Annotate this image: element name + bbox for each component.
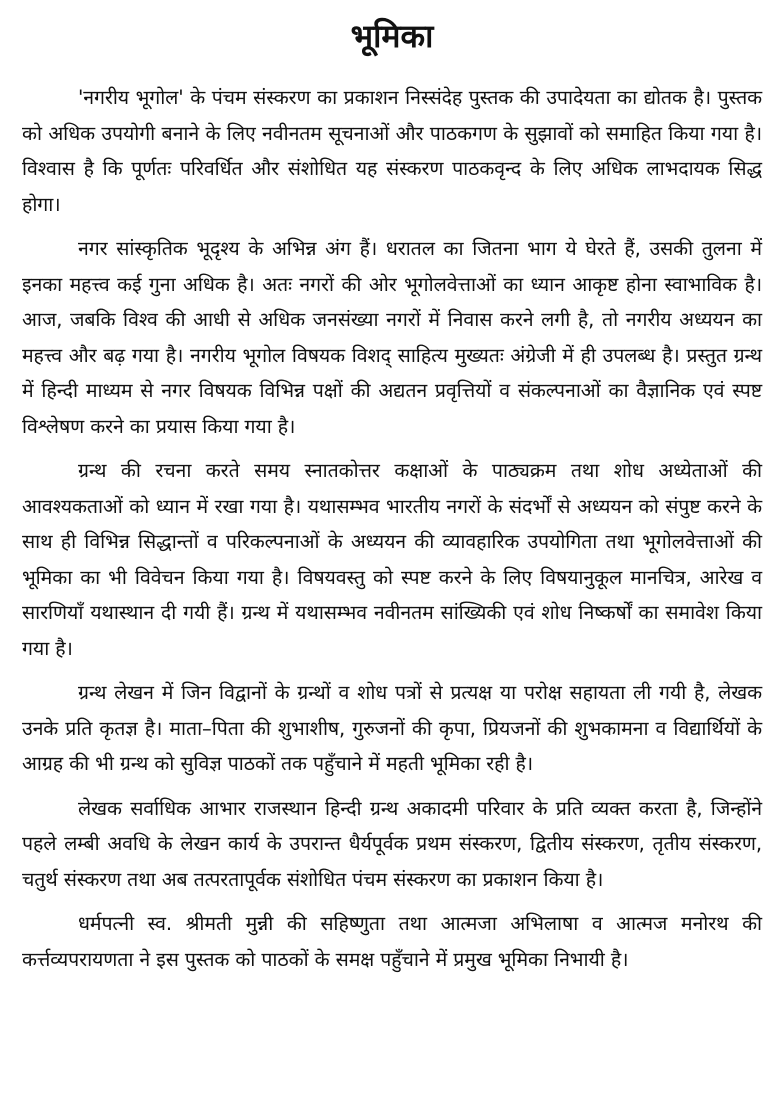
paragraph-2: नगर सांस्कृतिक भूदृश्य के अभिन्न अंग हैं। धरातल का जितना भाग ये घेरते हैं, उसकी तुलना में इनका महत्त्व कई गुना अधिक है। अतः नगरों की ओर भूगोलवेत्ताओं का ध्यान आकृष्ट होना स्वाभाविक है। आज, जबकि विश्व की आधी से अधिक जनसंख्या नगरों में निवास करने लगी है, तो नगरीय अध्ययन का महत्त्व और बढ़ गया है। नगरीय भूगोल विषयक विशद् साहित्य मुख्यतः अंग्रेजी में ही उपलब्ध है। प्रस्तुत ग्रन्थ में हिन्दी माध्यम से नगर विषयक विभिन्न पक्षों की अद्यतन प्रवृत्तियों व संकल्पनाओं का वैज्ञानिक एवं स्पष्ट विश्लेषण करने का प्रयास किया गया है। <box>22 237 762 438</box>
paragraph-5: लेखक सर्वाधिक आभार राजस्थान हिन्दी ग्रन्थ अकादमी परिवार के प्रति व्यक्त करता है, जिन्होंने पहले लम्बी अवधि के लेखन कार्य के उपरान्त धैर्यपूर्वक प्रथम संस्करण, द्वितीय संस्करण, तृतीय संस्करण, चतुर्थ संस्करण तथा अब तत्परतापूर्वक संशोधित पंचम संस्करण का प्रकाशन किया है। <box>22 796 762 891</box>
page-title: भूमिका <box>350 17 434 55</box>
paragraph-3: ग्रन्थ की रचना करते समय स्नातकोत्तर कक्षाओं के पाठ्यक्रम तथा शोध अध्येताओं की आवश्यकताओं को ध्यान में रखा गया है। यथासम्भव भारतीय नगरों के संदर्भों से अध्ययन को संपुष्ट करने के साथ ही विभिन्न सिद्धान्तों व परिकल्पनाओं के अध्ययन की व्यावहारिक उपयोगिता तथा भूगोलवेत्ताओं की भूमिका का भी विवेचन किया गया है। विषयवस्तु को स्पष्ट करने के लिए विषयानुकूल मानचित्र, आरेख व सारणियाँ यथास्थान दी गयी हैं। ग्रन्थ में यथासम्भव नवीनतम सांख्यिकी एवं शोध निष्कर्षों का समावेश किया गया है। <box>22 459 762 660</box>
paragraph-1: 'नगरीय भूगोल' के पंचम संस्करण का प्रकाशन निस्संदेह पुस्तक की उपादेयता का द्योतक है। पुस्तक को अधिक उपयोगी बनाने के लिए नवीनतम सूचनाओं और पाठकगण के सुझावों को समाहित किया गया है। विश्वास है कि पूर्णतः परिवर्धित और संशोधित यह संस्करण पाठकवृन्द के लिए अधिक लाभदायक सिद्ध होगा। <box>22 86 762 216</box>
paragraph-6: धर्मपत्नी स्व. श्रीमती मुन्नी की सहिष्णुता तथा आत्मजा अभिलाषा व आत्मज मनोरथ की कर्त्तव्यपरायणता ने इस पुस्तक को पाठकों के समक्ष पहुँचाने में प्रमुख भूमिका निभायी है। <box>22 912 762 971</box>
paragraph-4: ग्रन्थ लेखन में जिन विद्वानों के ग्रन्थों व शोध पत्रों से प्रत्यक्ष या परोक्ष सहायता ली गयी है, लेखक उनके प्रति कृतज्ञ है। माता–पिता की शुभाशीष, गुरुजनों की कृपा, प्रियजनों की शुभकामना व विद्यार्थियों के आग्रह की भी ग्रन्थ को सुविज्ञ पाठकों तक पहुँचाने में महती भूमिका रही है। <box>22 681 762 775</box>
